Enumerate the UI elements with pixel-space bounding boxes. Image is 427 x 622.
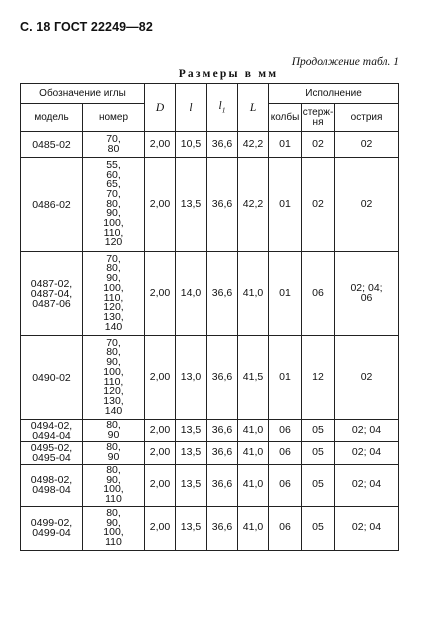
cell-D: 2,00	[145, 442, 176, 464]
cell-numbers-line: 70,	[106, 132, 121, 145]
header-L: L	[238, 84, 269, 132]
cell-tip	[335, 506, 399, 550]
table-title: Размеры в мм	[178, 68, 279, 80]
cell-numbers-line: 130,	[103, 310, 124, 323]
cell-numbers-line: 80,	[106, 419, 121, 431]
header-execution: Исполнение	[269, 84, 399, 104]
cell-numbers-line: 110	[105, 536, 122, 549]
cell-numbers	[83, 442, 145, 464]
cell-numbers-line: 90,	[106, 207, 121, 220]
header-l1-base: l	[218, 100, 222, 113]
cell-model-line: 0485-02	[32, 138, 71, 151]
cell-numbers-line: 110	[105, 493, 122, 506]
cell-numbers-line: 60,	[106, 168, 121, 181]
cell-numbers	[83, 464, 145, 506]
table-row	[21, 336, 399, 420]
cell-L: 41,0	[238, 252, 269, 336]
table-row	[21, 252, 399, 336]
cell-numbers-line: 110,	[103, 375, 124, 388]
cell-model-line: 0499-04	[32, 527, 71, 540]
cell-model	[21, 464, 83, 506]
cell-l: 10,5	[176, 132, 207, 158]
cell-tip	[335, 132, 399, 158]
cell-numbers	[83, 420, 145, 442]
cell-rod: 05	[302, 420, 335, 442]
cell-numbers-line: 80,	[106, 262, 121, 275]
cell-rod: 12	[302, 336, 335, 420]
cell-tip-line: 02; 04	[351, 478, 382, 491]
header-tip: острия	[335, 104, 399, 132]
cell-numbers-line: 110,	[103, 226, 124, 239]
cell-D: 2,00	[145, 132, 176, 158]
cell-L: 41,5	[238, 336, 269, 420]
cell-rod: 06	[302, 252, 335, 336]
cell-numbers-line: 100,	[103, 217, 124, 230]
cell-l: 13,5	[176, 158, 207, 252]
cell-numbers-line: 80,	[106, 197, 121, 210]
cell-model	[21, 158, 83, 252]
cell-numbers-line: 90,	[106, 473, 121, 486]
cell-tip-line: 02; 04	[351, 521, 382, 534]
cell-tip	[335, 336, 399, 420]
cell-rod: 02	[302, 158, 335, 252]
table-row	[21, 420, 399, 442]
table-body	[21, 132, 399, 551]
cell-model	[21, 132, 83, 158]
cell-model-line: 0499-02,	[30, 517, 73, 530]
cell-l: 13,5	[176, 506, 207, 550]
cell-model-line: 0494-02,	[30, 419, 73, 432]
cell-flask: 06	[269, 420, 302, 442]
cell-model-line: 0495-02,	[30, 442, 73, 455]
cell-tip-line: 02; 04;	[350, 281, 383, 294]
cell-l1: 36,6	[207, 420, 238, 442]
cell-model	[21, 506, 83, 550]
cell-numbers-line: 80,	[106, 463, 121, 476]
cell-rod: 02	[302, 132, 335, 158]
cell-flask: 06	[269, 464, 302, 506]
header-D: D	[145, 84, 176, 132]
cell-numbers-line: 120,	[103, 301, 124, 314]
cell-tip-line: 02; 04	[351, 446, 382, 459]
page-header: С. 18 ГОСТ 22249—82	[20, 20, 153, 34]
cell-tip-line: 02	[360, 137, 373, 150]
cell-D: 2,00	[145, 506, 176, 550]
cell-model-line: 0494-04	[32, 429, 71, 442]
cell-l1: 36,6	[207, 506, 238, 550]
cell-tip	[335, 464, 399, 506]
cell-numbers-line: 80,	[106, 506, 121, 519]
header-needle-designation: Обозначение иглы	[21, 84, 145, 104]
header-rod-line2: ня	[312, 116, 324, 128]
cell-model	[21, 336, 83, 420]
cell-model	[21, 252, 83, 336]
cell-l: 14,0	[176, 252, 207, 336]
cell-tip-line: 02	[360, 197, 373, 210]
cell-tip-line: 06	[360, 291, 373, 304]
cell-L: 41,0	[238, 506, 269, 550]
header-l1-subscript: 1	[221, 105, 226, 115]
cell-l1: 36,6	[207, 442, 238, 464]
cell-flask: 06	[269, 442, 302, 464]
cell-numbers	[83, 132, 145, 158]
cell-rod: 05	[302, 442, 335, 464]
cell-numbers-line: 70,	[106, 252, 121, 265]
cell-numbers-line: 55,	[106, 158, 121, 171]
cell-l: 13,5	[176, 420, 207, 442]
header-l: l	[176, 84, 207, 132]
cell-model-line: 0487-02,	[30, 277, 73, 290]
cell-l: 13,5	[176, 442, 207, 464]
cell-l: 13,0	[176, 336, 207, 420]
cell-D: 2,00	[145, 336, 176, 420]
cell-numbers-line: 70,	[106, 187, 121, 200]
cell-model-line: 0487-06	[32, 297, 71, 310]
cell-l1: 36,6	[207, 132, 238, 158]
cell-L: 41,0	[238, 464, 269, 506]
table-continuation-label: Продолжение табл. 1	[291, 56, 399, 68]
cell-numbers-line: 90	[107, 451, 120, 464]
cell-l1: 36,6	[207, 464, 238, 506]
cell-model-line: 0486-02	[32, 198, 71, 211]
cell-tip-line: 02; 04	[351, 423, 382, 436]
cell-rod: 05	[302, 506, 335, 550]
cell-L: 41,0	[238, 442, 269, 464]
cell-numbers-line: 140	[104, 320, 123, 333]
cell-numbers-line: 100,	[103, 526, 124, 539]
table-row	[21, 464, 399, 506]
cell-D: 2,00	[145, 158, 176, 252]
cell-l1: 36,6	[207, 336, 238, 420]
cell-numbers-line: 130,	[103, 394, 124, 407]
cell-L: 42,2	[238, 158, 269, 252]
cell-model-line: 0487-04,	[30, 287, 73, 300]
table-row	[21, 442, 399, 464]
cell-L: 42,2	[238, 132, 269, 158]
cell-flask: 01	[269, 252, 302, 336]
cell-rod: 05	[302, 464, 335, 506]
cell-D: 2,00	[145, 252, 176, 336]
cell-model-line: 0490-02	[32, 371, 71, 384]
cell-l: 13,5	[176, 464, 207, 506]
cell-numbers-line: 140	[104, 404, 123, 417]
cell-numbers-line: 110,	[103, 291, 124, 304]
cell-model-line: 0495-04	[32, 452, 71, 465]
header-model: модель	[21, 104, 83, 132]
cell-numbers-line: 90,	[106, 272, 121, 285]
cell-numbers-line: 80,	[106, 346, 121, 359]
cell-numbers	[83, 506, 145, 550]
cell-tip	[335, 442, 399, 464]
cell-numbers-line: 120	[104, 236, 123, 249]
cell-tip	[335, 420, 399, 442]
cell-tip	[335, 158, 399, 252]
cell-numbers	[83, 252, 145, 336]
cell-numbers-line: 80	[107, 142, 120, 155]
header-flask: колбы	[269, 104, 302, 132]
cell-D: 2,00	[145, 464, 176, 506]
cell-flask: 01	[269, 132, 302, 158]
cell-numbers	[83, 336, 145, 420]
cell-flask: 01	[269, 336, 302, 420]
header-number: номер	[83, 104, 145, 132]
cell-L: 41,0	[238, 420, 269, 442]
cell-flask: 06	[269, 506, 302, 550]
cell-model-line: 0498-04	[32, 484, 71, 497]
cell-numbers-line: 120,	[103, 385, 124, 398]
cell-numbers-line: 100,	[103, 281, 124, 294]
header-l1	[207, 84, 238, 132]
cell-l1: 36,6	[207, 158, 238, 252]
cell-model	[21, 442, 83, 464]
table-row	[21, 132, 399, 158]
cell-model	[21, 420, 83, 442]
table-row	[21, 506, 399, 550]
cell-numbers-line: 70,	[106, 336, 121, 349]
header-rod	[302, 104, 335, 132]
cell-tip-line: 02	[360, 370, 373, 383]
cell-numbers-line: 100,	[103, 483, 124, 496]
table-row	[21, 158, 399, 252]
header-rod-line1: стерж-	[302, 106, 334, 118]
cell-numbers-line: 90,	[106, 356, 121, 369]
cell-model-line: 0498-02,	[30, 474, 73, 487]
cell-D: 2,00	[145, 420, 176, 442]
cell-numbers-line: 100,	[103, 365, 124, 378]
cell-l1: 36,6	[207, 252, 238, 336]
cell-flask: 01	[269, 158, 302, 252]
cell-tip	[335, 252, 399, 336]
cell-numbers-line: 90	[107, 428, 120, 441]
needle-dimensions-table	[20, 83, 399, 551]
cell-numbers	[83, 158, 145, 252]
cell-numbers-line: 90,	[106, 516, 121, 529]
cell-numbers-line: 80,	[106, 441, 121, 454]
cell-numbers-line: 65,	[106, 178, 121, 191]
